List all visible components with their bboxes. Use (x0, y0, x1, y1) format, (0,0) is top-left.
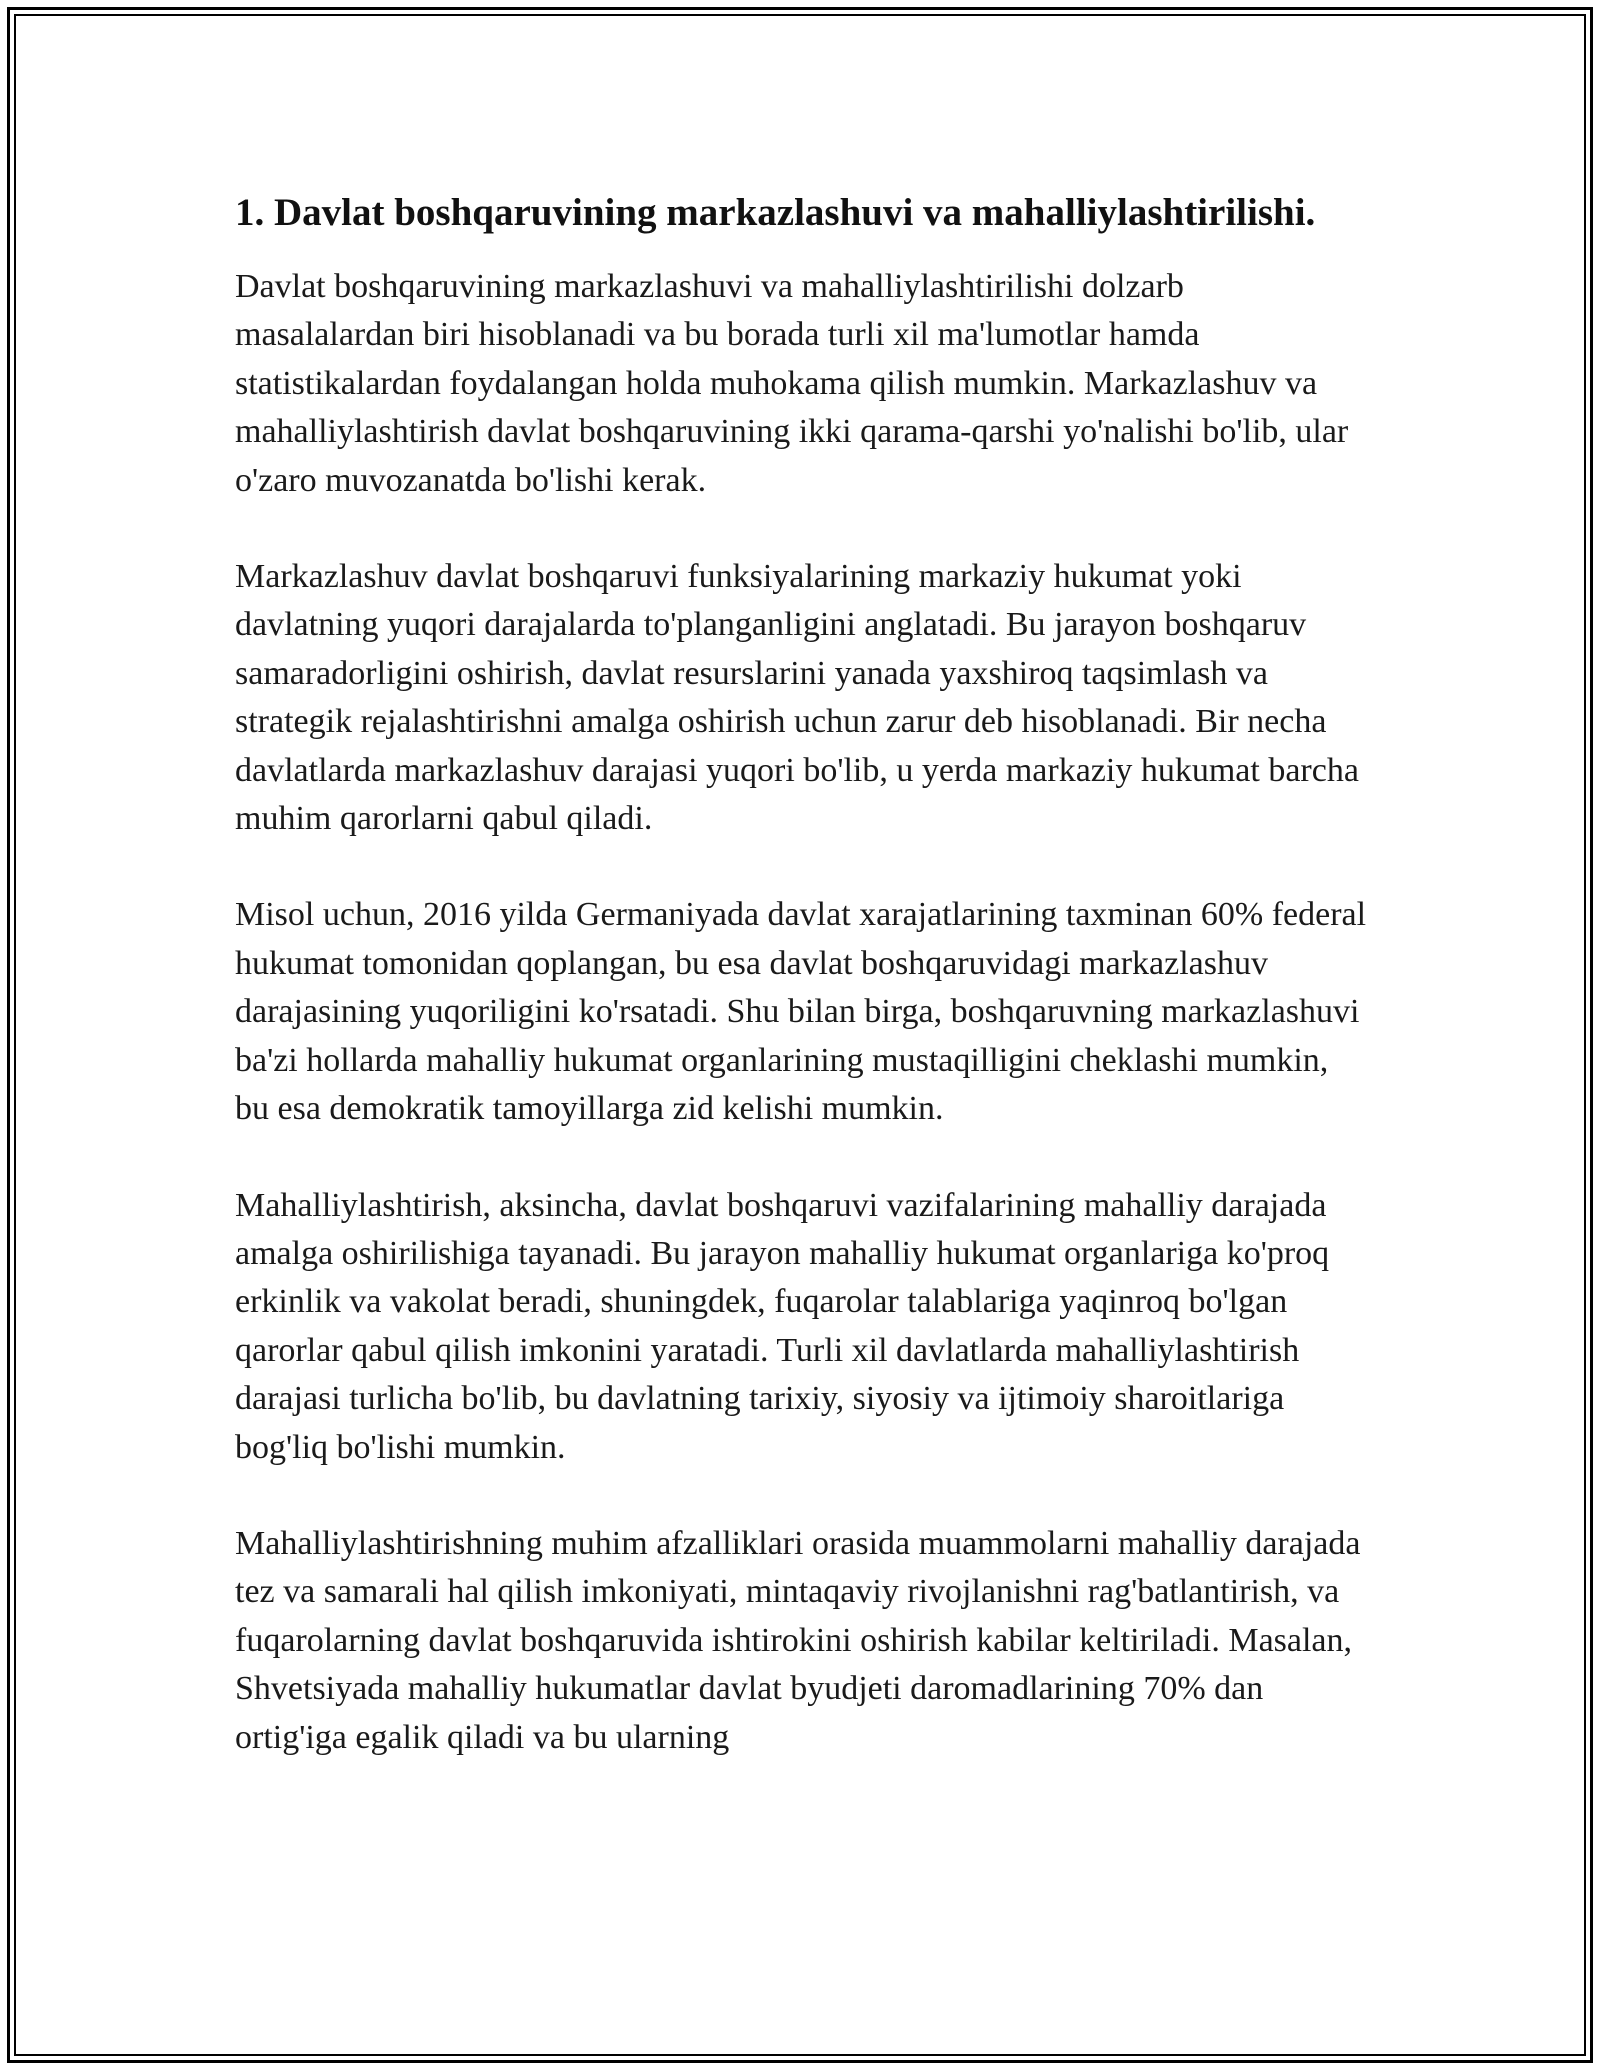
paragraph-centralization: Markazlashuv davlat boshqaruvi funksiyalarining markaziy hukumat yoki davlatning yuqori darajalarda to'planganligini anglatadi. Bu jarayon boshqaruv samaradorligini oshirish, davlat resurslarini yanada yaxshiroq taqsimlash va strategik rejalashtirishni amalga oshirish uchun zarur deb hisoblanadi. Bir necha davlatlarda markazlashuv darajasi yuqori bo'lib, u yerda markaziy hukumat barcha muhim qarorlarni qabul qiladi. (235, 558, 1359, 838)
paragraph-localization: Mahalliylashtirish, aksincha, davlat boshqaruvi vazifalarining mahalliy darajada amalga oshirilishiga tayanadi. Bu jarayon mahalliy hukumat organlariga ko'proq erkinlik va vakolat beradi, shuningdek, fuqarolar talablariga yaqinroq bo'lgan qarorlar qabul qilish imkonini yaratadi. Turli xil davlatlarda mahalliylashtirish darajasi turlicha bo'lib, bu davlatning tarixiy, siyosiy va ijtimoiy sharoitlariga bog'liq bo'lishi mumkin. (235, 1186, 1330, 1466)
paragraph-intro: Davlat boshqaruvining markazlashuvi va mahalliylashtirilishi dolzarb masalalardan biri hisoblanadi va bu borada turli xil ma'lumotlar hamda statistikalardan foydalangan holda muhokama qilish mumkin. Markazlashuv va mahalliylashtirish davlat boshqaruvining ikki qarama-qarshi yo'nalishi bo'lib, ular o'zaro muvozanatda bo'lishi kerak. (235, 268, 1349, 499)
paragraph-germany-example: Misol uchun, 2016 yilda Germaniyada davlat xarajatlarining taxminan 60% federal hukumat tomonidan qoplangan, bu esa davlat boshqaruvidagi markazlashuv darajasining yuqoriligini ko'rsatadi. Shu bilan birga, boshqaruvning markazlashuvi ba'zi hollarda mahalliy hukumat organlarining mustaqilligini cheklashi mumkin, bu esa demokratik tamoyillarga zid kelishi mumkin. (235, 896, 1367, 1128)
document-body (235, 185, 1370, 1810)
section-heading: 1. Davlat boshqaruvining markazlashuvi va mahalliylashtirilishi. (235, 191, 1316, 234)
paragraph-localization-benefits: Mahalliylashtirishning muhim afzalliklari orasida muammolarni mahalliy darajada tez va samarali hal qilish imkoniyati, mintaqaviy rivojlanishni rag'batlantirish, va fuqarolarning davlat boshqaruvida ishtirokini oshirish kabilar keltiriladi. Masalan, Shvetsiyada mahalliy hukumatlar davlat byudjeti daromadlarining 70% dan ortig'iga egalik qiladi va bu ularning (235, 1524, 1361, 1756)
